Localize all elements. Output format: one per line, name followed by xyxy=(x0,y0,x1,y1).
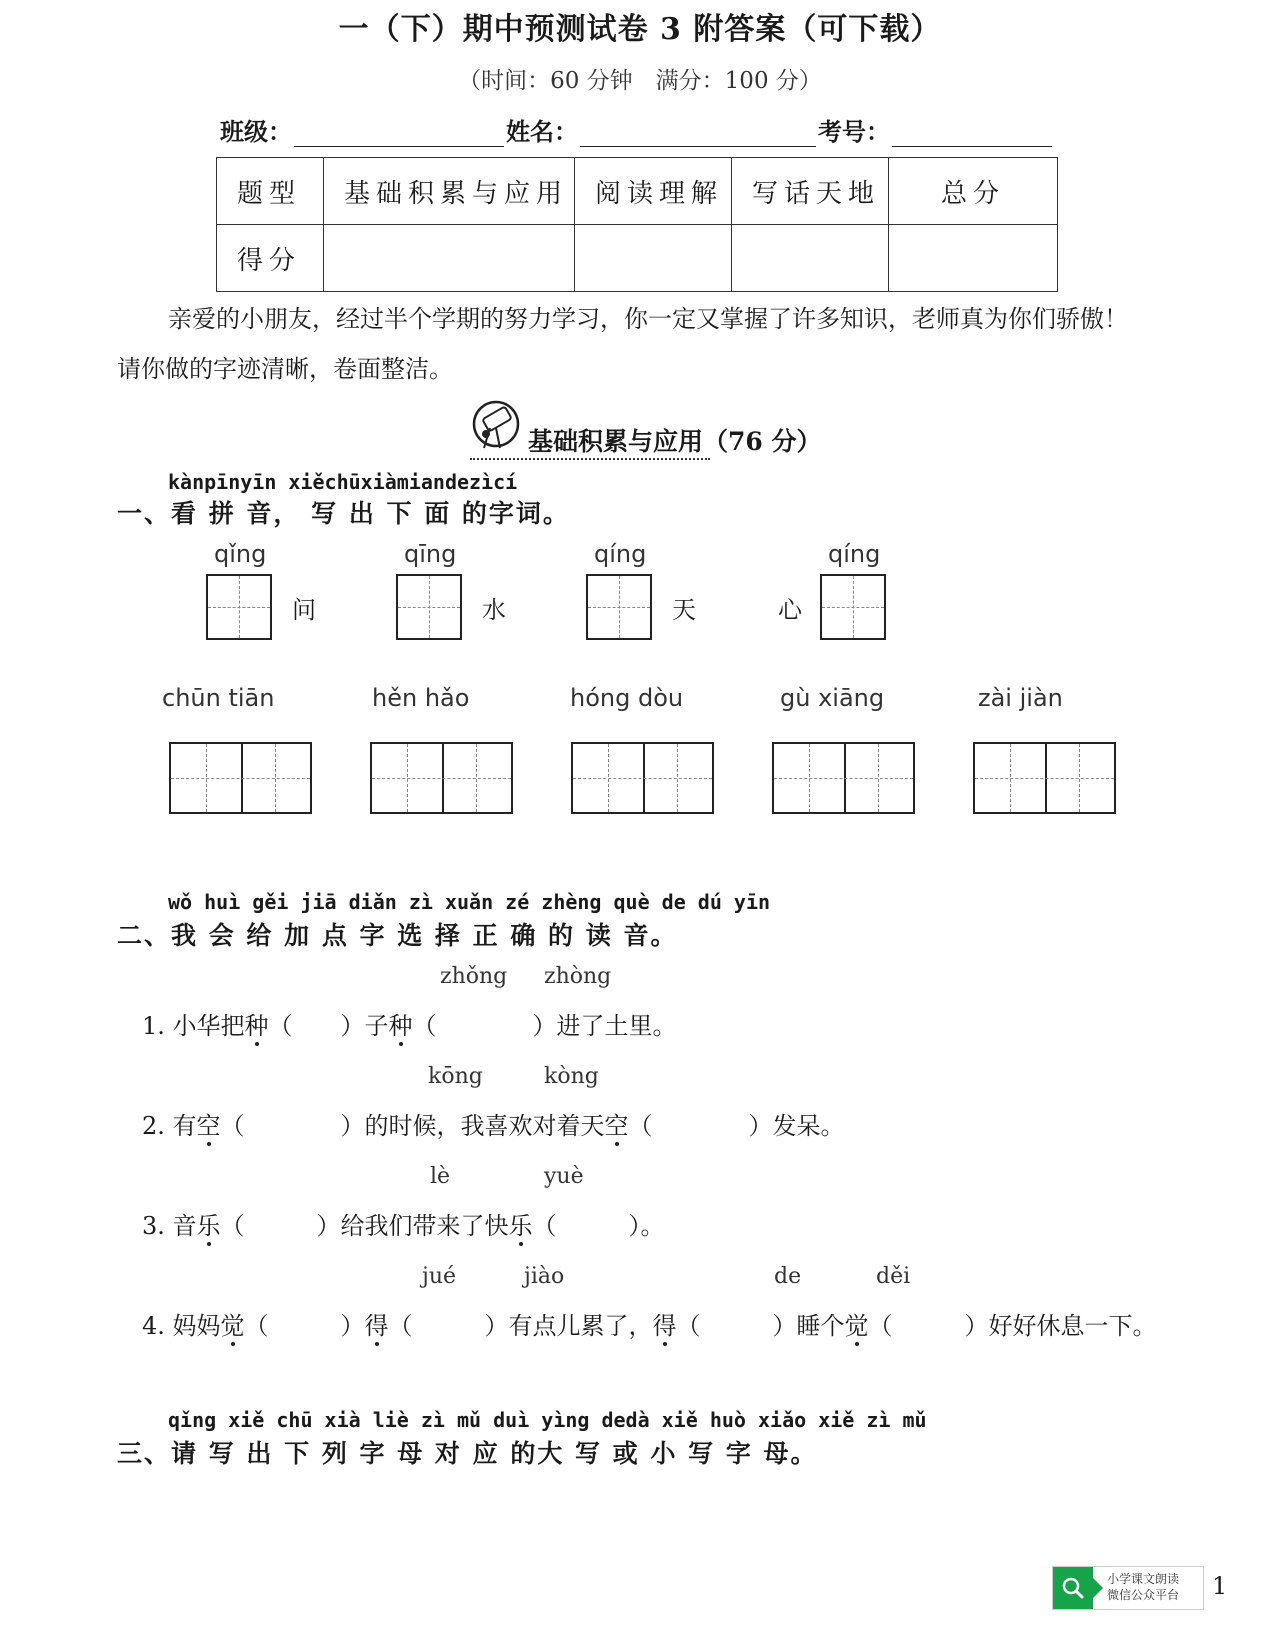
q1-word2-pinyin: hěn hǎo xyxy=(372,684,470,712)
text: 1. 小华把 xyxy=(142,1012,245,1040)
answer-blank[interactable]: （ ）的时候，我喜欢对着天 xyxy=(220,1112,605,1140)
dotted-char: 觉 xyxy=(844,1312,869,1340)
number-field[interactable] xyxy=(892,120,1052,147)
text: 3. 音 xyxy=(142,1212,197,1240)
class-label: 班级： xyxy=(220,117,292,146)
writing-box-double[interactable] xyxy=(169,742,312,814)
table-cell: 基础积累与应用 xyxy=(324,158,575,225)
badge-line-1: 小学课文朗读 xyxy=(1107,1572,1180,1586)
table-cell: 题型 xyxy=(217,158,324,225)
score-cell-reading[interactable] xyxy=(575,225,732,292)
q2-s2-pinyin-b: kòng xyxy=(544,1064,599,1089)
q1-item3-char: 天 xyxy=(672,596,696,624)
q2-s4-pinyin-d: děi xyxy=(876,1264,911,1289)
answer-blank[interactable]: （ ） xyxy=(244,1312,365,1340)
q2-heading: 二、我 会 给 加 点 字 选 择 正 确 的 读 音。 xyxy=(117,921,678,950)
name-label: 姓名： xyxy=(506,117,578,146)
q1-item4-char: 心 xyxy=(778,596,802,624)
table-cell: 阅读理解 xyxy=(575,158,732,225)
name-field[interactable] xyxy=(580,120,816,147)
q1-item3-pinyin: qíng xyxy=(594,540,647,568)
q1-item2-char: 水 xyxy=(482,596,506,624)
q1-item2-pinyin: qīng xyxy=(404,540,457,568)
dotted-char: 种 xyxy=(244,1012,269,1040)
dotted-char: 乐 xyxy=(508,1212,533,1240)
section-underline xyxy=(470,458,710,460)
exam-subtitle: （时间：60 分钟 满分：100 分） xyxy=(458,68,822,94)
writing-box[interactable] xyxy=(396,574,462,640)
intro-line-1: 亲爱的小朋友，经过半个学期的努力学习，你一定又掌握了许多知识，老师真为你们骄傲！ xyxy=(168,305,1128,333)
answer-blank[interactable]: （ ）。 xyxy=(532,1212,665,1240)
dotted-char: 乐 xyxy=(196,1212,221,1240)
dotted-char: 种 xyxy=(388,1012,413,1040)
badge-line-2: 微信公众平台 xyxy=(1107,1588,1180,1602)
exam-title: 一（下）期中预测试卷 3 附答案（可下载） xyxy=(338,12,942,47)
dotted-char: 得 xyxy=(652,1312,677,1340)
q2-sentence-4 xyxy=(142,1306,1157,1341)
table-cell: 得分 xyxy=(217,225,324,292)
badge-text xyxy=(1107,1571,1179,1603)
answer-blank[interactable]: （ ）好好休息一下。 xyxy=(868,1312,1157,1340)
writing-box-double[interactable] xyxy=(973,742,1116,814)
q2-sentence-1 xyxy=(142,1006,677,1041)
answer-blank[interactable]: （ ）有点儿累了， xyxy=(388,1312,653,1340)
writing-box[interactable] xyxy=(206,574,272,640)
score-cell-total[interactable] xyxy=(889,225,1058,292)
section-title: 基础积累与应用（76 分） xyxy=(528,427,822,456)
text: 4. 妈妈 xyxy=(142,1312,221,1340)
q1-item1-pinyin: qǐng xyxy=(214,540,267,568)
writing-box-double[interactable] xyxy=(370,742,513,814)
q2-s4-pinyin-b: jiào xyxy=(524,1264,565,1289)
wechat-badge[interactable] xyxy=(1052,1566,1204,1610)
answer-blank[interactable]: （ ）睡个 xyxy=(676,1312,845,1340)
q1-word1-pinyin: chūn tiān xyxy=(162,684,275,712)
answer-blank[interactable]: （ ）进了土里。 xyxy=(412,1012,677,1040)
q2-sentence-2 xyxy=(142,1106,845,1141)
dotted-char: 空 xyxy=(196,1112,221,1140)
page-number: 1 xyxy=(1212,1572,1228,1600)
class-field[interactable] xyxy=(294,120,504,147)
q1-word5-pinyin: zài jiàn xyxy=(978,684,1063,712)
score-table xyxy=(216,157,1058,292)
q3-pinyin: qǐng xiě chū xià liè zì mǔ duì yìng dedà xiě huò xiǎo xiě zì mǔ xyxy=(168,1408,927,1432)
telescope-icon xyxy=(470,398,522,456)
q1-item4-pinyin: qíng xyxy=(828,540,881,568)
q2-s3-pinyin-a: lè xyxy=(430,1164,451,1189)
score-table-score-row xyxy=(217,225,1058,292)
q1-heading: 一、看 拼 音， 写 出 下 面 的字词。 xyxy=(117,499,570,528)
q2-s2-pinyin-a: kōng xyxy=(428,1064,483,1089)
score-cell-basic[interactable] xyxy=(324,225,575,292)
writing-box-double[interactable] xyxy=(571,742,714,814)
q1-word3-pinyin: hóng dòu xyxy=(570,684,684,712)
writing-box-double[interactable] xyxy=(772,742,915,814)
answer-blank[interactable]: （ ）发呆。 xyxy=(628,1112,845,1140)
answer-blank[interactable]: （ ）子 xyxy=(268,1012,389,1040)
q2-s1-pinyin-b: zhòng xyxy=(544,964,612,989)
score-cell-writing[interactable] xyxy=(732,225,889,292)
badge-green-tab xyxy=(1053,1567,1093,1609)
writing-box[interactable] xyxy=(586,574,652,640)
dotted-char: 得 xyxy=(364,1312,389,1340)
q1-pinyin: kànpīnyīn xiěchūxiàmiandezìcí xyxy=(168,470,518,494)
q2-s4-pinyin-a: jué xyxy=(422,1264,457,1289)
search-icon xyxy=(1053,1567,1093,1609)
q2-s4-pinyin-c: de xyxy=(774,1264,802,1289)
score-table-header-row xyxy=(217,158,1058,225)
writing-box[interactable] xyxy=(820,574,886,640)
q1-item1-char: 问 xyxy=(292,596,316,624)
dotted-char: 空 xyxy=(604,1112,629,1140)
q2-sentence-3 xyxy=(142,1206,665,1241)
q2-pinyin: wǒ huì gěi jiā diǎn zì xuǎn zé zhèng què de dú yīn xyxy=(168,890,771,914)
q2-s1-pinyin-a: zhǒng xyxy=(440,964,508,989)
text: 2. 有 xyxy=(142,1112,197,1140)
section-heading xyxy=(470,398,830,458)
answer-blank[interactable]: （ ）给我们带来了快 xyxy=(220,1212,509,1240)
student-info-row xyxy=(220,112,1054,147)
q1-word4-pinyin: gù xiāng xyxy=(780,684,885,712)
q2-s3-pinyin-b: yuè xyxy=(544,1164,584,1189)
number-label: 考号： xyxy=(818,117,890,146)
q3-heading: 三、请 写 出 下 列 字 母 对 应 的大 写 或 小 写 字 母。 xyxy=(117,1439,818,1468)
intro-line-2: 请你做的字迹清晰，卷面整洁。 xyxy=(117,355,453,383)
table-cell: 写话天地 xyxy=(732,158,889,225)
table-cell: 总分 xyxy=(889,158,1058,225)
dotted-char: 觉 xyxy=(220,1312,245,1340)
